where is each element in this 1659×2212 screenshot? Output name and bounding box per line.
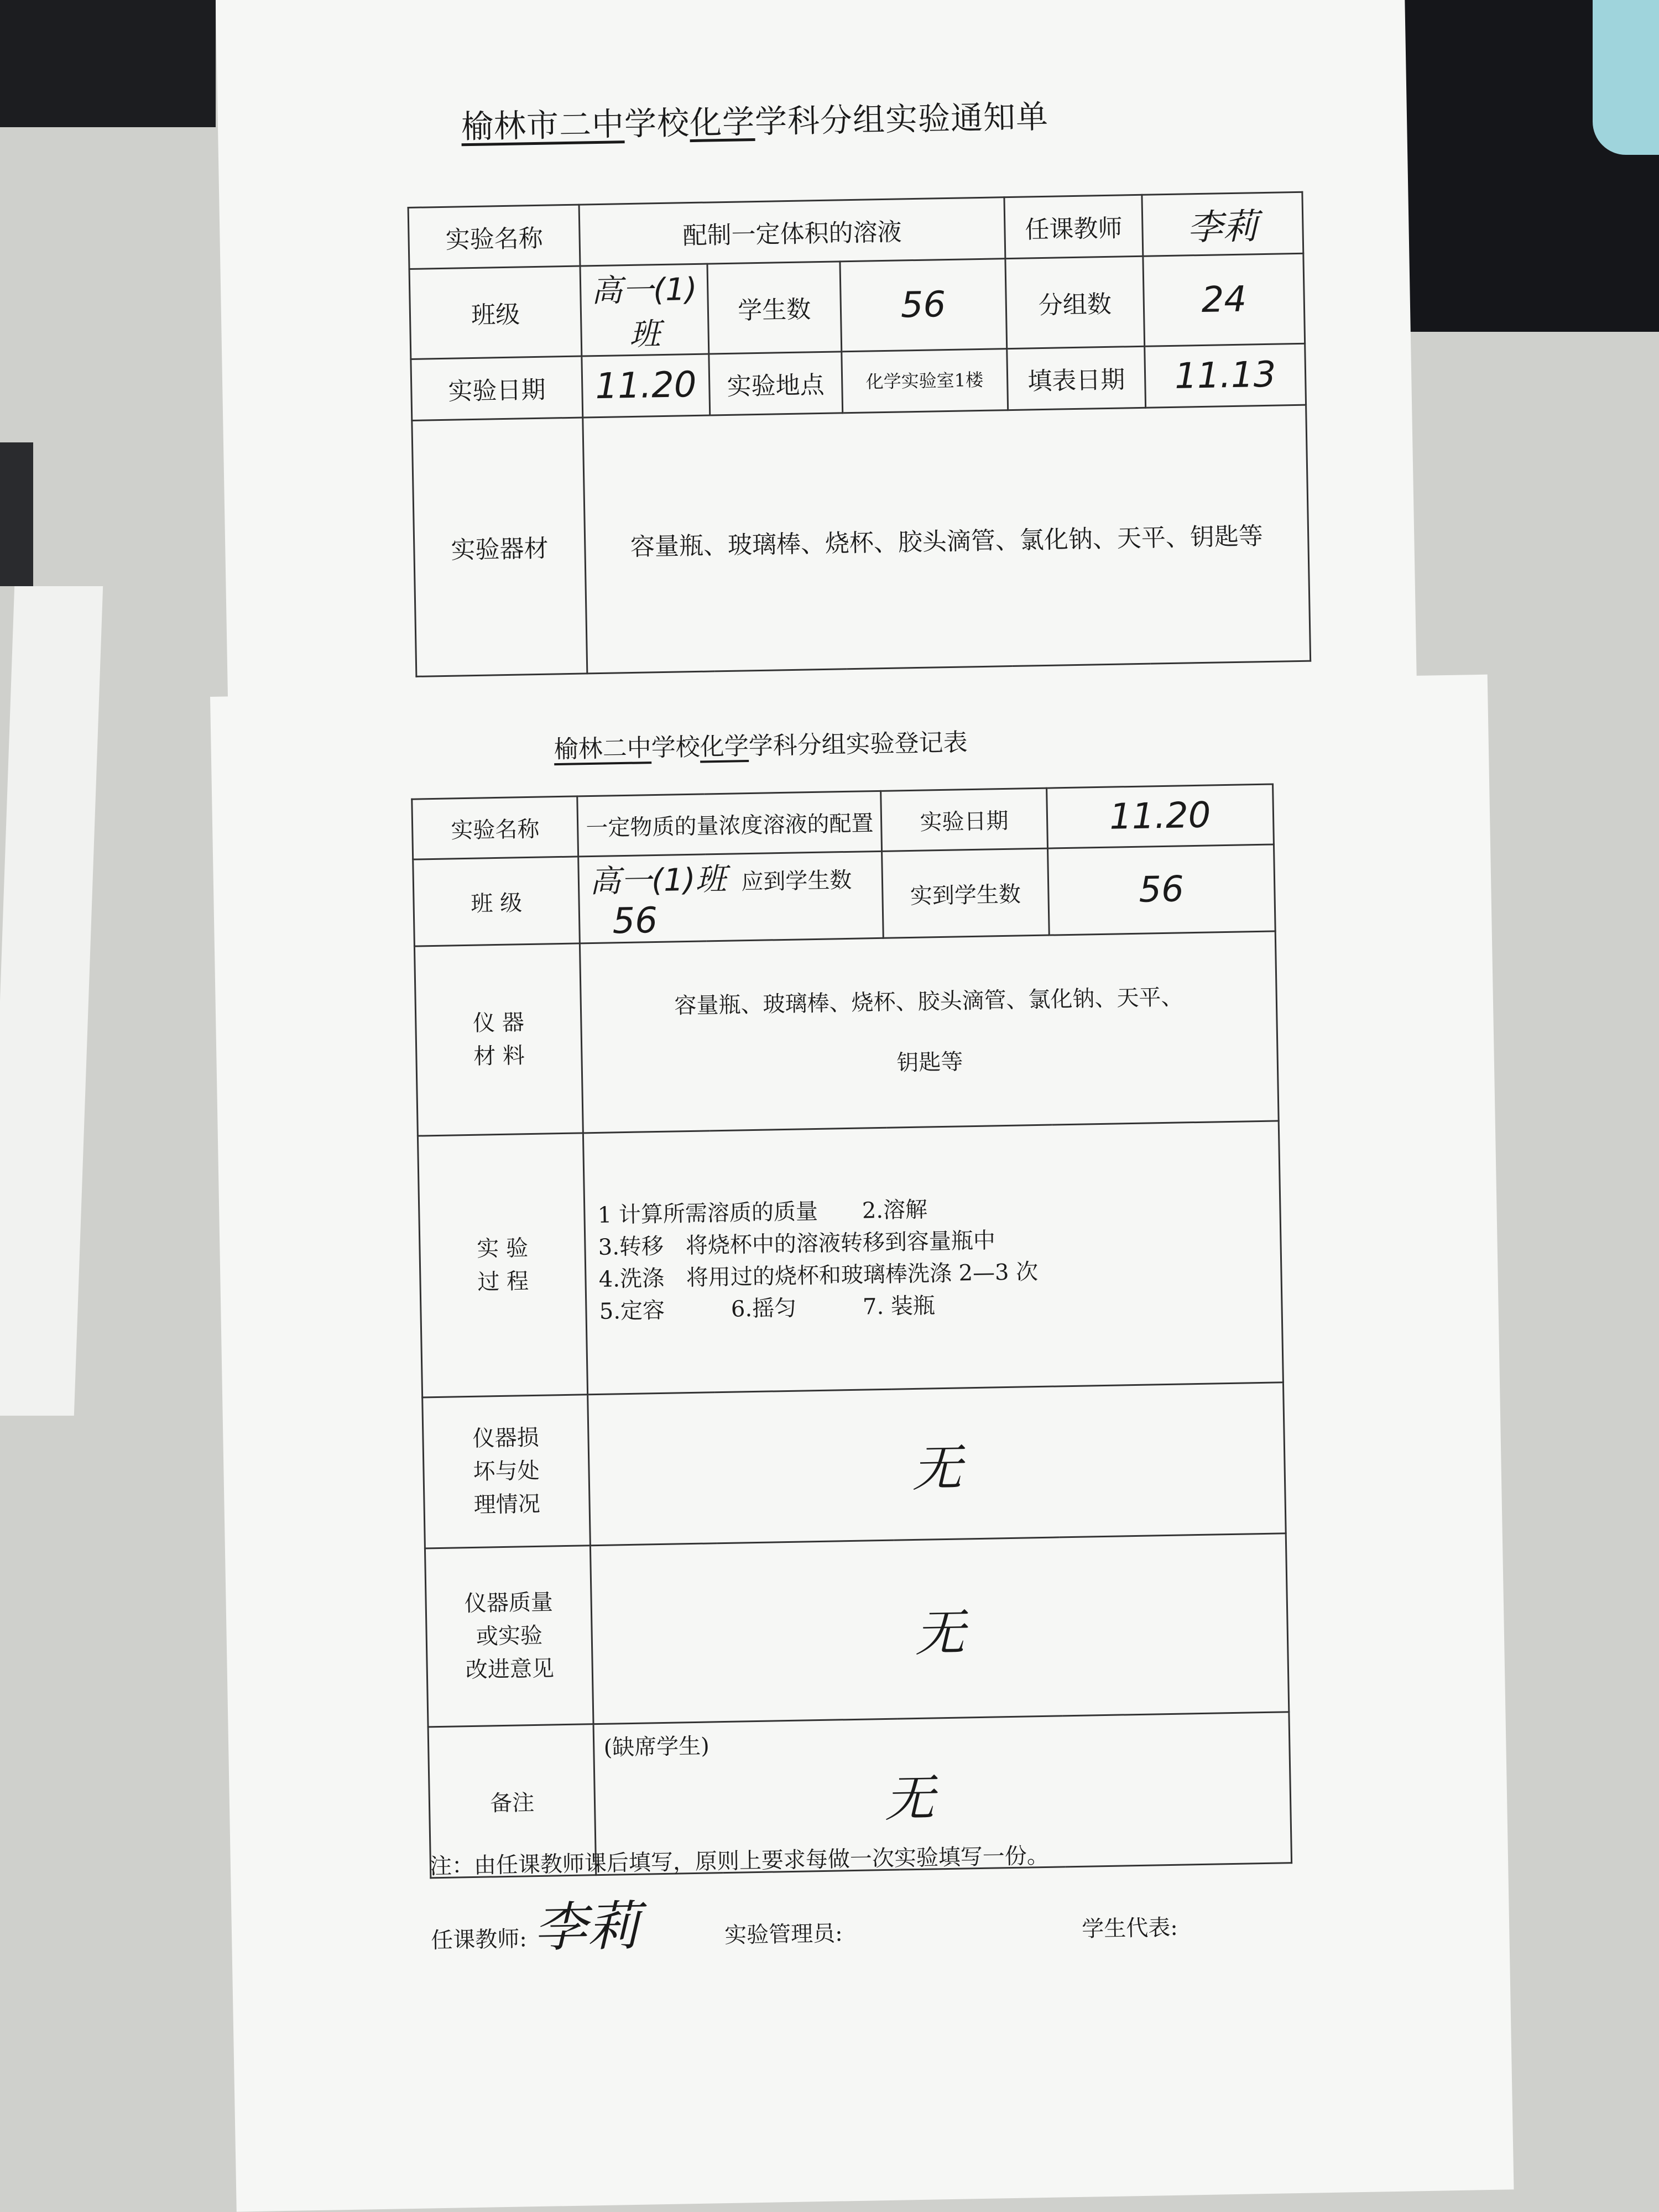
footer-note: 注：由任课教师课后填写，原则上要求每做一次实验填写一份。 bbox=[429, 1843, 1050, 1880]
register-title: 榆林二中学校化学学科分组实验登记表 bbox=[554, 728, 968, 764]
teacher-signature: 李莉 bbox=[533, 1895, 641, 1959]
process-line: 5.定容 6.摇匀 7. 装瓶 bbox=[599, 1293, 936, 1324]
footer-signatures bbox=[430, 1873, 1261, 1963]
value-reg-exp-date: 11.20 bbox=[1046, 784, 1274, 848]
label-quality: 仪器质量 或实验 改进意见 bbox=[425, 1546, 593, 1727]
absent-label: (缺席学生) bbox=[603, 1733, 710, 1761]
label-fill-date: 填表日期 bbox=[1007, 346, 1146, 410]
value-reg-actual: 56 bbox=[1047, 844, 1275, 935]
teacher-sign-label: 任课教师: bbox=[430, 1926, 528, 1954]
notice-sheet bbox=[216, 0, 1417, 708]
label-reg-actual: 实到学生数 bbox=[882, 848, 1049, 938]
label-reg-expected: 应到学生数 bbox=[740, 867, 852, 895]
notice-table bbox=[408, 191, 1312, 677]
process-line: 4.洗涤 将用过的烧杯和玻璃棒洗涤 2—3 次 bbox=[598, 1259, 1039, 1292]
admin-sign-label: 实验管理员: bbox=[724, 1921, 843, 1949]
label-teacher: 任课教师 bbox=[1004, 195, 1143, 258]
label-reg-exp-name: 实验名称 bbox=[412, 796, 578, 859]
value-reg-exp-name: 一定物质的量浓度溶液的配置 bbox=[577, 791, 882, 857]
value-teacher: 李莉 bbox=[1142, 192, 1303, 256]
desk-background-dark bbox=[0, 0, 216, 127]
value-reg-expected: 56 bbox=[612, 900, 658, 942]
label-remarks: 备注 bbox=[428, 1724, 596, 1878]
process-line: 3.转移 将烧杯中的溶液转移到容量瓶中 bbox=[598, 1228, 996, 1260]
label-reg-class: 班 级 bbox=[413, 857, 580, 946]
value-class: 高一(1)班 bbox=[580, 264, 709, 356]
label-process: 实 验 过 程 bbox=[418, 1133, 588, 1397]
value-fill-date: 11.13 bbox=[1145, 343, 1306, 408]
value-process bbox=[583, 1121, 1284, 1395]
process-line: 1 计算所需溶质的质量 2.溶解 bbox=[597, 1197, 928, 1228]
label-class: 班级 bbox=[409, 266, 582, 359]
notice-title: 榆林市二中学校化学学科分组实验通知单 bbox=[461, 97, 1049, 146]
value-reg-class: 高一(1)班 bbox=[589, 861, 727, 900]
label-equipment: 实验器材 bbox=[412, 418, 587, 676]
value-students: 56 bbox=[839, 259, 1006, 352]
label-exp-date: 实验日期 bbox=[411, 356, 583, 420]
value-materials: 容量瓶、玻璃棒、烧杯、胶头滴管、氯化钠、天平、 钥匙等 bbox=[580, 931, 1279, 1133]
value-exp-name: 配制一定体积的溶液 bbox=[579, 197, 1005, 266]
label-students: 学生数 bbox=[707, 262, 841, 354]
value-equipment: 容量瓶、玻璃棒、烧杯、胶头滴管、氯化钠、天平、钥匙等 bbox=[583, 405, 1311, 674]
label-reg-exp-date: 实验日期 bbox=[881, 788, 1047, 851]
label-groups: 分组数 bbox=[1005, 256, 1145, 348]
value-location: 化学实验室1楼 bbox=[841, 349, 1008, 413]
reg-class-expected-cell bbox=[578, 851, 884, 943]
label-location: 实验地点 bbox=[709, 352, 842, 415]
value-groups: 24 bbox=[1143, 253, 1305, 346]
register-table bbox=[411, 783, 1292, 1879]
side-paper bbox=[0, 586, 103, 1416]
student-rep-label: 学生代表: bbox=[1081, 1914, 1178, 1942]
desk-edge bbox=[0, 442, 33, 586]
value-quality: 无 bbox=[591, 1533, 1289, 1724]
value-remarks: 无 bbox=[884, 1769, 935, 1829]
stapler-device bbox=[1593, 0, 1659, 155]
register-sheet bbox=[210, 675, 1514, 2212]
label-damage: 仪器损 坏与处 理情况 bbox=[422, 1395, 591, 1548]
label-exp-name: 实验名称 bbox=[408, 205, 580, 269]
value-exp-date: 11.20 bbox=[582, 354, 710, 418]
value-damage: 无 bbox=[588, 1383, 1286, 1546]
label-materials: 仪 器 材 料 bbox=[414, 943, 583, 1136]
